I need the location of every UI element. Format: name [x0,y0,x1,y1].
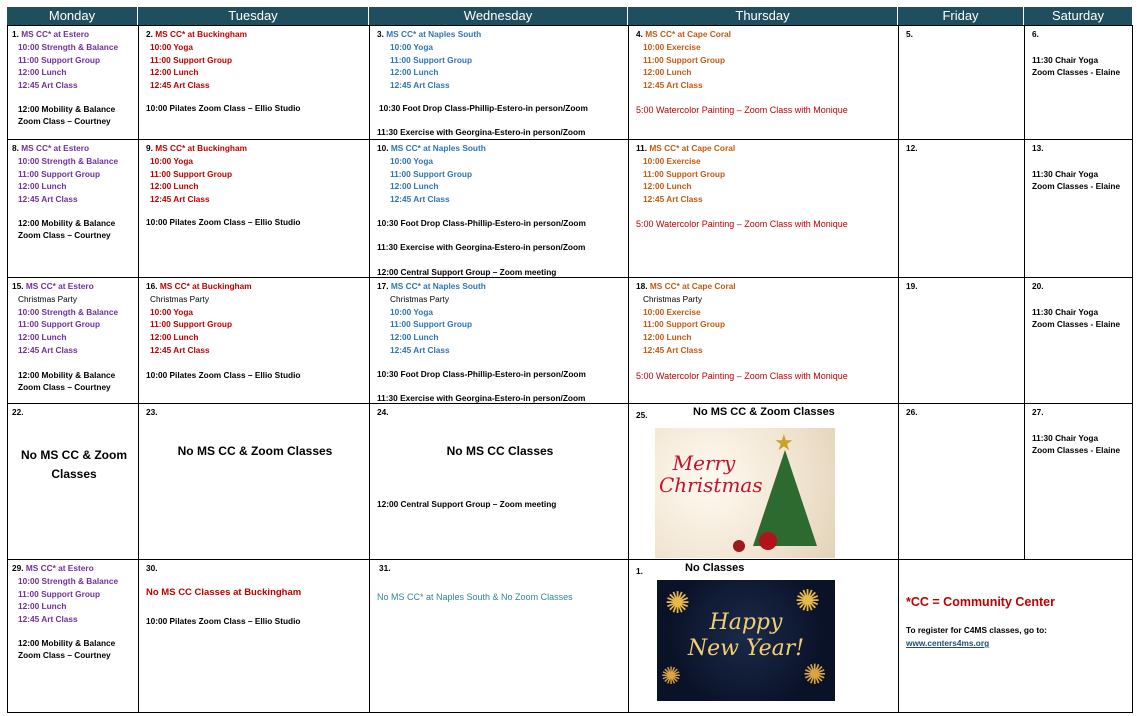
day-number: 8. [12,143,19,153]
event: 12:00 Lunch [150,332,199,342]
event: Zoom Classes - Elaine [1032,319,1121,329]
party-event: Christmas Party [150,294,210,304]
event: 10:00 Yoga [390,42,434,52]
party-event: Christmas Party [18,294,78,304]
day-number: 1. [636,566,643,576]
day-cell-8 [7,139,139,278]
day-number: 20. [1032,281,1044,291]
zoom-event: 12:00 Mobility & Balance [18,370,116,380]
day-cell-26 [898,403,1025,560]
day-number: 31. [379,563,391,573]
day-number: 3. [377,29,384,39]
event: 12:45 Art Class [18,614,78,624]
day-number: 4. [636,29,643,39]
event: 12:45 Art Class [150,345,210,355]
ornament-icon [759,532,777,550]
event: 11:00 Support Group [150,319,233,329]
event: 12:00 Lunch [390,67,439,77]
location: MS CC* at Estero [25,563,94,573]
location: MS CC* at Buckingham [155,143,247,153]
register-text: To register for C4MS classes, go to: [906,625,1047,635]
day-cell-5 [898,25,1025,140]
day-number: 26. [906,407,918,417]
no-classes-notice: No MS CC & Zoom Classes [177,444,333,458]
event: 10:00 Exercise [643,42,701,52]
location: MS CC* at Cape Coral [649,281,736,291]
zoom-event: 12:00 Central Support Group – Zoom meeting [377,267,557,277]
party-event: Christmas Party [643,294,703,304]
day-cell-3 [369,25,629,140]
zoom-event: Zoom Class – Courtney [18,650,111,660]
event: 10:00 Yoga [150,42,194,52]
no-classes-notice: No MS CC* at Naples South & No Zoom Classes [377,592,573,602]
event: 11:00 Support Group [18,589,101,599]
event: 12:00 Lunch [150,67,199,77]
location: MS CC* at Cape Coral [649,143,736,153]
zoom-event: 5:00 Watercolor Painting – Zoom Class with Monique [636,219,848,229]
zoom-event: 10:30 Foot Drop Class-Phillip-Estero-in person/Zoom [377,218,586,228]
event: 12:45 Art Class [390,345,450,355]
firework-icon: ✺ [803,659,827,690]
ornament-icon [733,540,745,552]
zoom-event: Zoom Class – Courtney [18,382,111,392]
day-number: 10. [377,143,389,153]
day-cell-10 [369,139,629,278]
event: 12:45 Art Class [390,194,450,204]
day-number: 15. [12,281,24,291]
day-number: 11. [636,143,648,153]
no-classes-notice: No Classes [685,562,745,574]
day-cell-22 [7,403,139,560]
day-cell-12 [898,139,1025,278]
event: 12:00 Lunch [643,67,692,77]
day-cell-25 [628,403,899,560]
event: Zoom Classes - Elaine [1032,445,1121,455]
event: 10:00 Exercise [643,156,701,166]
location: MS CC* at Buckingham [159,281,252,291]
event: 10:00 Yoga [150,307,194,317]
zoom-event: 12:00 Mobility & Balance [18,104,116,114]
location: MS CC* at Estero [21,29,90,39]
day-number: 1. [12,29,19,39]
day-cell-18 [628,277,899,404]
no-classes-notice: No MS CC Classes [446,444,554,458]
party-event: Christmas Party [390,294,450,304]
event: 12:00 Lunch [18,601,67,611]
no-classes-notice: No MS CC & Zoom [21,448,127,462]
day-cell-jan-1 [628,559,899,713]
day-cell-20 [1024,277,1133,404]
event: 10:00 Strength & Balance [18,576,119,586]
website-link[interactable]: www.centers4ms.org [906,638,990,648]
day-number: 19. [906,281,918,291]
event: 12:00 Lunch [390,332,439,342]
day-number: 5. [906,29,913,39]
location: MS CC* at Cape Coral [645,29,731,39]
location: MS CC* at Estero [21,143,90,153]
day-number: 9. [146,143,153,153]
event: 12:00 Lunch [643,332,692,342]
zoom-event: 10:00 Pilates Zoom Class – Ellio Studio [146,217,301,227]
event: 12:45 Art Class [18,194,78,204]
day-cell-6 [1024,25,1133,140]
header-friday: Friday [898,7,1024,25]
day-cell-23 [138,403,370,560]
day-cell-24 [369,403,629,560]
day-number: 16. [146,281,158,291]
event: 11:00 Support Group [18,319,101,329]
no-classes-notice: No MS CC & Zoom Classes [693,406,835,418]
zoom-event: 10:30 Foot Drop Class-Phillip-Estero-in person/Zoom [377,369,586,379]
new-year-image [657,580,835,701]
event: 12:45 Art Class [150,80,210,90]
day-cell-9 [138,139,370,278]
location: MS CC* at Naples South [390,281,486,291]
event: 12:00 Lunch [150,181,199,191]
event: 11:30 Chair Yoga [1032,433,1099,443]
day-number: 23. [146,407,158,417]
cc-legend: *CC = Community Center [906,595,1055,609]
event: 11:30 Chair Yoga [1032,307,1099,317]
event: 12:45 Art Class [643,80,703,90]
event: 11:00 Support Group [643,319,726,329]
firework-icon: ✺ [795,585,821,618]
day-number: 27. [1032,407,1044,417]
calendar [7,7,1133,713]
event: 12:00 Lunch [390,181,439,191]
day-cell-16 [138,277,370,404]
day-cell-2 [138,25,370,140]
zoom-event: 11:30 Exercise with Georgina-Estero-in person/Zoom [377,127,586,137]
event: 12:00 Lunch [18,332,67,342]
day-number: 17. [377,281,389,291]
header-tuesday: Tuesday [138,7,369,25]
day-cell-1 [7,25,139,140]
no-classes-notice: No MS CC Classes at Buckingham [146,587,302,598]
zoom-event: 10:00 Pilates Zoom Class – Ellio Studio [146,616,301,626]
day-cell-27 [1024,403,1133,560]
firework-icon: ✺ [665,587,691,620]
day-cell-15 [7,277,139,404]
day-number: 13. [1032,143,1044,153]
star-icon: ★ [774,430,794,455]
location: MS CC* at Buckingham [155,29,247,39]
event: 10:00 Strength & Balance [18,156,119,166]
zoom-event: Zoom Class – Courtney [18,116,111,126]
event: 10:00 Exercise [643,307,701,317]
zoom-event: 12:00 Central Support Group – Zoom meeting [377,499,557,509]
zoom-event: 5:00 Watercolor Painting – Zoom Class with Monique [636,105,848,115]
event: 11:00 Support Group [390,169,473,179]
event: 12:45 Art Class [18,80,78,90]
header-thursday: Thursday [628,7,898,25]
event: 10:00 Strength & Balance [18,307,119,317]
event: 11:30 Chair Yoga [1032,55,1099,65]
event: Zoom Classes - Elaine [1032,181,1121,191]
event: 11:00 Support Group [643,169,726,179]
day-cell-30 [138,559,370,713]
info-cell [898,559,1133,713]
day-cell-4 [628,25,899,140]
day-cell-29 [7,559,139,713]
event: 11:00 Support Group [390,55,473,65]
header-monday: Monday [7,7,138,25]
event: 11:00 Support Group [18,169,101,179]
day-cell-31 [369,559,629,713]
event: 12:45 Art Class [150,194,210,204]
day-cell-11 [628,139,899,278]
day-number: 2. [146,29,153,39]
tree-icon [753,450,817,546]
day-cell-19 [898,277,1025,404]
day-cell-17 [369,277,629,404]
event: 10:00 Yoga [390,307,434,317]
event: 11:00 Support Group [150,55,233,65]
event: 12:00 Lunch [643,181,692,191]
christmas-image [655,428,835,558]
event: 10:00 Yoga [390,156,434,166]
event: 10:00 Yoga [150,156,194,166]
event: 12:45 Art Class [390,80,450,90]
event: 11:00 Support Group [390,319,473,329]
day-number: 30. [146,563,158,573]
merry-christmas-text: Merry Christmas [659,451,763,497]
header-saturday: Saturday [1024,7,1133,25]
header-wednesday: Wednesday [369,7,628,25]
event: 11:30 Chair Yoga [1032,169,1099,179]
zoom-event: 5:00 Watercolor Painting – Zoom Class with Monique [636,371,848,381]
event: Zoom Classes - Elaine [1032,67,1121,77]
location: MS CC* at Naples South [390,143,486,153]
day-cell-13 [1024,139,1133,278]
location: MS CC* at Naples South [386,29,482,39]
day-number: 12. [906,143,918,153]
event: 12:45 Art Class [643,345,703,355]
event: 10:00 Strength & Balance [18,42,119,52]
zoom-event: 10:00 Pilates Zoom Class – Ellio Studio [146,103,301,113]
event: 11:00 Support Group [18,55,101,65]
zoom-event: 10:30 Foot Drop Class-Phillip-Estero-in person/Zoom [379,103,588,113]
day-number: 22. [12,407,24,417]
day-number: 18. [636,281,648,291]
firework-icon: ✺ [661,663,682,690]
zoom-event: 12:00 Mobility & Balance [18,638,116,648]
zoom-event: Zoom Class – Courtney [18,230,111,240]
event: 12:45 Art Class [643,194,703,204]
zoom-event: 10:00 Pilates Zoom Class – Ellio Studio [146,370,301,380]
event: 12:45 Art Class [18,345,78,355]
event: 12:00 Lunch [18,181,67,191]
day-number: 24. [377,407,389,417]
location: MS CC* at Estero [25,281,94,291]
event: 11:00 Support Group [643,55,726,65]
day-number: 6. [1032,29,1039,39]
day-number: 29. [12,563,24,573]
event: 12:00 Lunch [18,67,67,77]
zoom-event: 12:00 Mobility & Balance [18,218,116,228]
no-classes-notice: Classes [51,467,97,481]
event: 11:00 Support Group [150,169,233,179]
zoom-event: 11:30 Exercise with Georgina-Estero-in person/Zoom [377,242,586,252]
zoom-event: 11:30 Exercise with Georgina-Estero-in person/Zoom [377,393,586,403]
day-number: 25. [636,410,648,420]
happy-new-year-text: Happy New Year! [687,610,805,661]
